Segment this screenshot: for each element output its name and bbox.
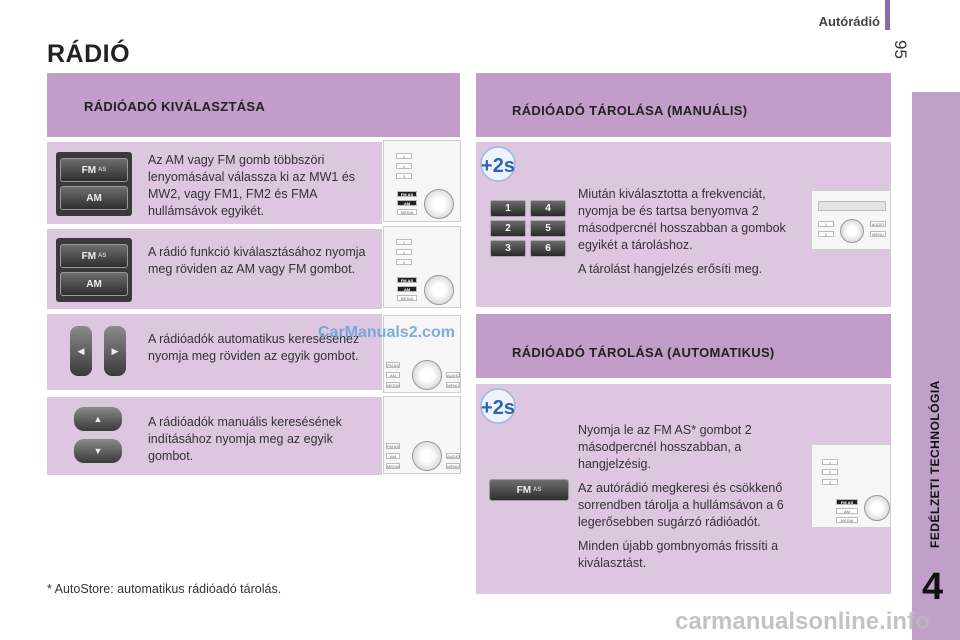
chapter-sidebar (912, 92, 960, 640)
media-label: MEDIA (397, 209, 417, 215)
fm-as-label: FM AS (387, 444, 400, 449)
auto-store-text (578, 422, 792, 579)
audio-label: AUDIO (871, 222, 885, 227)
manual-store-text (578, 186, 792, 285)
menu-label: MENU (447, 464, 459, 469)
control-dial (412, 441, 442, 471)
instruction-text-1: Az AM vagy FM gomb többszöri lenyomásával válassza ki az MW1 és MW2, vagy FM1, FM2 és FMA hullámsávok egyikét. (148, 153, 356, 218)
manual-paragraph-2: A tárolást hangjelzés erősíti meg. (578, 262, 763, 276)
fm-as-label: FM AS (387, 363, 400, 368)
instruction-text-3: A rádióadók automatikus kereséséhez nyomja meg röviden az egyik gombot. (148, 332, 360, 363)
audio-label: AUDIO (447, 373, 460, 378)
radio-diagram-2 (383, 226, 461, 308)
fm-button: FM AS (60, 158, 128, 182)
seek-up-button: ▲ (74, 407, 122, 431)
preset-buttons-photo (490, 200, 568, 258)
manual-paragraph-1: Miután kiválasztotta a frekvenciát, nyomja be és tartsa benyomva 2 másodpercnél hosszabban a gombok egyikét a tároláshoz. (578, 187, 786, 252)
auto-paragraph-1: Nyomja le az FM AS* gombot 2 másodpercnél hosszabban, a hangjelzésig. (578, 423, 752, 471)
radio-diagram-auto (811, 444, 891, 528)
section-title: Autórádió (818, 14, 880, 29)
preset-2: 2 (396, 249, 412, 255)
radio-diagram-4 (383, 396, 461, 474)
preset-3: 3 (396, 259, 412, 265)
radio-diagram-manual (811, 190, 891, 250)
media-label: MEDIA (387, 383, 400, 388)
control-dial (412, 360, 442, 390)
hold-2s-icon (476, 388, 520, 424)
section-title-auto: RÁDIÓADÓ TÁROLÁSA (AUTOMATIKUS) (512, 345, 775, 360)
volume-dial (424, 189, 454, 219)
seek-up-down-buttons-photo (74, 407, 122, 465)
seek-left-button: ◀ (70, 326, 92, 376)
preset-button-5: 5 (530, 220, 566, 237)
radio-dial (840, 219, 864, 243)
am-label: AM (386, 453, 400, 459)
volume-dial (864, 495, 890, 521)
am-button: AM (60, 186, 128, 210)
am-label: AM (397, 200, 417, 206)
fm-as-label: FM AS (836, 499, 858, 505)
menu-label: MENU (870, 231, 886, 237)
hold-2s-label: +2s (481, 155, 515, 177)
preset-1: 1 (396, 153, 412, 159)
fm-as-button: FM AS (489, 479, 569, 501)
header-accent-bar (885, 0, 890, 30)
hold-2s-icon (476, 146, 520, 182)
media-label: MEDIA (397, 295, 417, 301)
menu-label: MENU (447, 383, 459, 388)
seek-down-button: ▼ (74, 439, 122, 463)
watermark-carmanuals: CarManuals2.com (318, 324, 455, 341)
preset-1: 1 (822, 459, 838, 465)
page-number: 95 (891, 40, 910, 59)
preset-button-4: 4 (530, 200, 566, 217)
preset-2: 2 (822, 469, 838, 475)
volume-dial (424, 275, 454, 305)
watermark-carmanualsonline: carmanualsonline.info (675, 608, 930, 635)
seek-right-button: ▶ (104, 326, 126, 376)
instruction-text-4: A rádióadók manuális keresésének indításához nyomja meg az egyik gombot. (148, 415, 342, 463)
auto-paragraph-2: Az autórádió megkeresi és csökkenő sorrendben tárolja a hullámsávon a 6 legerősebben sugárzó rádióadót. (578, 481, 784, 529)
seek-left-right-buttons-photo (70, 326, 128, 376)
am-label: AM (397, 286, 417, 292)
am-label: AM (836, 508, 858, 514)
preset-3: 3 (396, 173, 412, 179)
radio-diagram-1 (383, 140, 461, 222)
audio-label: AUDIO (447, 454, 460, 459)
radio-display (818, 201, 886, 211)
preset-button-1: 1 (490, 200, 526, 217)
fm-as-label: FM AS (397, 191, 417, 197)
fm-am-button-photo-2 (56, 238, 132, 302)
instruction-text-2: A rádió funkció kiválasztásához nyomja meg röviden az AM vagy FM gombot. (148, 245, 366, 276)
footnote: * AutoStore: automatikus rádióadó tárolás. (47, 582, 282, 596)
section-title-manual: RÁDIÓADÓ TÁROLÁSA (MANUÁLIS) (512, 103, 748, 118)
section-title-selection: RÁDIÓADÓ KIVÁLASZTÁSA (84, 99, 266, 114)
fm-button-2: FM AS (60, 244, 128, 268)
preset-button-2: 2 (490, 220, 526, 237)
preset-1: 1 (396, 239, 412, 245)
am-label: AM (386, 372, 400, 378)
am-button-2: AM (60, 272, 128, 296)
media-label: MEDIA (387, 464, 400, 469)
page-title: RÁDIÓ (47, 40, 131, 68)
auto-paragraph-3: Minden újabb gombnyomás frissíti a kiválasztást. (578, 539, 779, 570)
media-label: MEDIA (836, 517, 858, 523)
fm-am-button-photo (56, 152, 132, 216)
sidebar-label: FEDÉLZETI TECHNOLÓGIA (928, 380, 942, 548)
preset-3: 3 (822, 479, 838, 485)
preset-button-6: 6 (530, 240, 566, 257)
preset-1: 1 (818, 221, 834, 227)
fm-as-label: FM AS (397, 277, 417, 283)
preset-button-3: 3 (490, 240, 526, 257)
hold-2s-label: +2s (481, 397, 515, 419)
preset-2: 2 (396, 163, 412, 169)
preset-2: 2 (818, 231, 834, 237)
chapter-number: 4 (922, 566, 944, 608)
